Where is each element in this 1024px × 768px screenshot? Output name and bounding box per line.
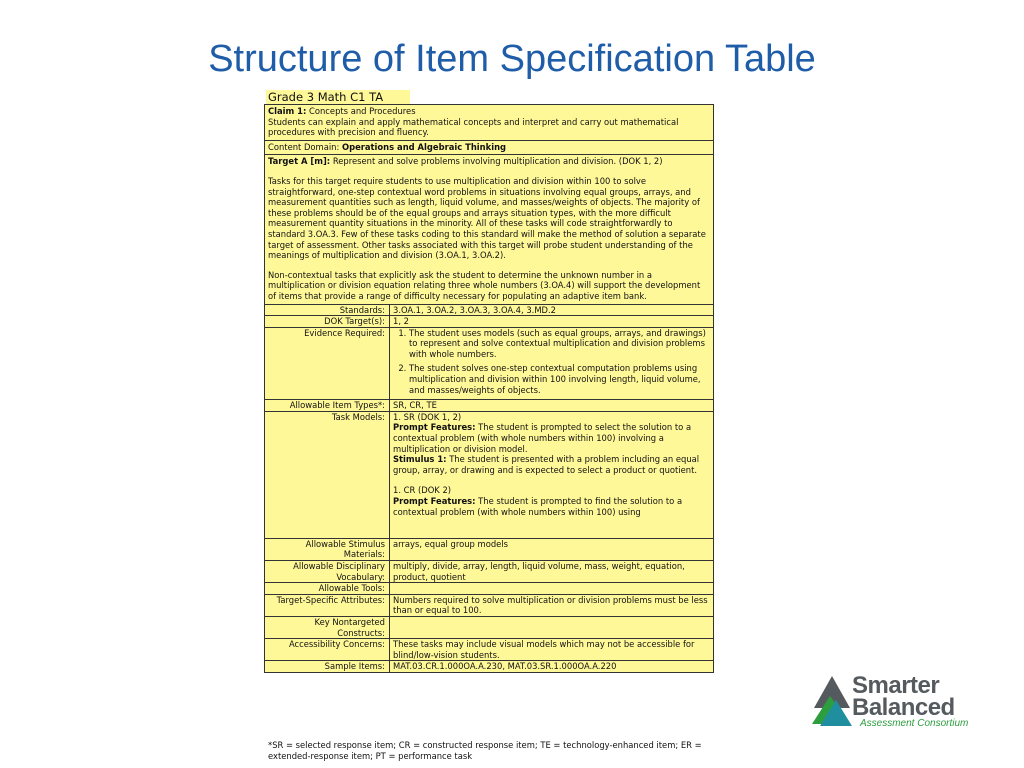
task-1-prompt-label: Prompt Features: xyxy=(393,422,476,433)
item-specification-table xyxy=(264,104,714,673)
triangle-logo-icon xyxy=(812,674,852,728)
task-1-prompt xyxy=(393,422,710,454)
nontargeted-label: Key Nontargeted Constructs: xyxy=(265,617,390,638)
task-1-stimulus-text: The student is presented with a problem including an equal group, array, or drawing and is expected to select a product or quotient. xyxy=(393,454,700,475)
vocabulary-value: multiply, divide, array, length, liquid volume, mass, weight, equation, product, quotient xyxy=(393,561,685,582)
evidence-row xyxy=(264,328,714,401)
evidence-list xyxy=(393,328,710,396)
target-section xyxy=(264,155,714,304)
content-domain-section xyxy=(264,141,714,156)
task-1-stimulus-label: Stimulus 1: xyxy=(393,454,447,465)
claim-section xyxy=(264,104,714,141)
target-description-1: Tasks for this target require students to use multiplication and division within 100 to solve straightforward, one-step contextual word problems in situations involving equal groups, arrays, and measurement quantities such as length, liquid volume, and masses/weights of objects. The majority of these problems should be of the equal groups and arrays situation types, with the more difficult measurement quantity situations in the minority. All of these tasks will code straightforwardly to standard 3.OA.3. Few of these tasks coding to this standard will make the method of solution a separate target of assessment. Other tasks associated with this target will probe student understanding of the meanings of multiplication and division (3.OA.1, 3.OA.2). xyxy=(268,175,706,261)
stimulus-materials-value: arrays, equal group models xyxy=(393,538,508,549)
dok-row xyxy=(264,316,714,328)
sample-items-label: Sample Items: xyxy=(265,661,390,672)
nontargeted-value xyxy=(390,617,713,638)
logo-line-3: Assessment Consortium xyxy=(860,718,969,729)
tools-label: Allowable Tools: xyxy=(265,583,390,594)
vocabulary-label: Allowable Disciplinary Vocabulary: xyxy=(265,561,390,582)
evidence-label: Evidence Required: xyxy=(265,328,390,400)
footnote: *SR = selected response item; CR = constructed response item; TE = technology-enhanced item; ER = extended-response item; PT = performance task xyxy=(268,740,702,761)
attributes-label: Target-Specific Attributes: xyxy=(265,595,390,616)
evidence-item: 1. The student uses models (such as equal groups, arrays, and drawings) to represent and solve contextual multiplication and division problems with whole numbers. xyxy=(409,328,710,360)
task-2-prompt xyxy=(393,496,710,517)
target-label: Target A [m]: xyxy=(268,156,331,167)
dok-label: DOK Target(s): xyxy=(265,316,390,327)
target-text: Represent and solve problems involving multiplication and division. (DOK 1, 2) xyxy=(332,156,663,167)
task-1-heading: 1. SR (DOK 1, 2) xyxy=(393,411,462,422)
task-models-label: Task Models: xyxy=(265,412,390,538)
logo-line-1: Smarter xyxy=(852,672,940,699)
standards-row xyxy=(264,305,714,317)
accessibility-row xyxy=(264,639,714,661)
dok-value: 1, 2 xyxy=(393,316,409,327)
content-domain-label: Content Domain: xyxy=(268,141,340,152)
attributes-value: Numbers required to solve multiplication or division problems must be less than or equal to 100. xyxy=(393,594,708,616)
logo-line-2: Balanced xyxy=(852,694,955,721)
stimulus-materials-row xyxy=(264,539,714,561)
sample-items-value: MAT.03.CR.1.000OA.A.230, MAT.03.SR.1.000OA.A.220 xyxy=(393,661,617,672)
task-1-prompt-text: The student is prompted to select the solution to a contextual problem (with whole numbers within 100) involving a multiplication or division model. xyxy=(393,422,692,454)
accessibility-label: Accessibility Concerns: xyxy=(265,639,390,660)
evidence-item: 2. The student solves one-step contextual computation problems using multiplication and division within 100 involving length, liquid volume, and masses/weights of objects. xyxy=(409,363,710,395)
task-models-value xyxy=(390,412,713,538)
task-models-row xyxy=(264,412,714,539)
accessibility-value: These tasks may include visual models which may not be accessible for blind/low-vision students. xyxy=(393,639,695,660)
vocabulary-row xyxy=(264,561,714,583)
task-1-stimulus xyxy=(393,454,710,475)
task-2-heading: 1. CR (DOK 2) xyxy=(393,485,452,496)
sample-items-row xyxy=(264,661,714,673)
tools-value xyxy=(390,583,713,594)
item-types-row xyxy=(264,400,714,412)
task-2-prompt-text: The student is prompted to find the solution to a contextual problem (with whole numbers within 100) using xyxy=(393,496,683,517)
standards-label: Standards: xyxy=(265,305,390,316)
spec-table-caption: Grade 3 Math C1 TA xyxy=(266,90,410,104)
claim-text: Concepts and Procedures xyxy=(309,106,416,116)
nontargeted-row xyxy=(264,617,714,639)
standards-value: 3.OA.1, 3.OA.2, 3.OA.3, 3.OA.4, 3.MD.2 xyxy=(393,304,556,315)
claim-description: Students can explain and apply mathematical concepts and interpret and carry out mathematical procedures with precision and fluency. xyxy=(268,116,679,138)
evidence-value xyxy=(390,328,713,400)
tools-row xyxy=(264,583,714,595)
target-description-2: Non-contextual tasks that explicitly ask the student to determine the unknown number in a multiplication or division equation relating three whole numbers (3.OA.4) will support the development of items that provide a range of difficulty necessary for populating an adaptive item bank. xyxy=(268,269,701,301)
item-types-value: SR, CR, TE xyxy=(393,400,437,411)
task-2-prompt-label: Prompt Features: xyxy=(393,496,476,506)
attributes-row xyxy=(264,595,714,617)
smarter-balanced-logo xyxy=(812,672,984,728)
stimulus-materials-label: Allowable Stimulus Materials: xyxy=(265,539,390,560)
content-domain-value: Operations and Algebraic Thinking xyxy=(341,141,507,152)
claim-label: Claim 1: xyxy=(268,106,307,116)
item-types-label: Allowable Item Types*: xyxy=(265,400,390,411)
slide-title: Structure of Item Specification Table xyxy=(208,38,816,80)
